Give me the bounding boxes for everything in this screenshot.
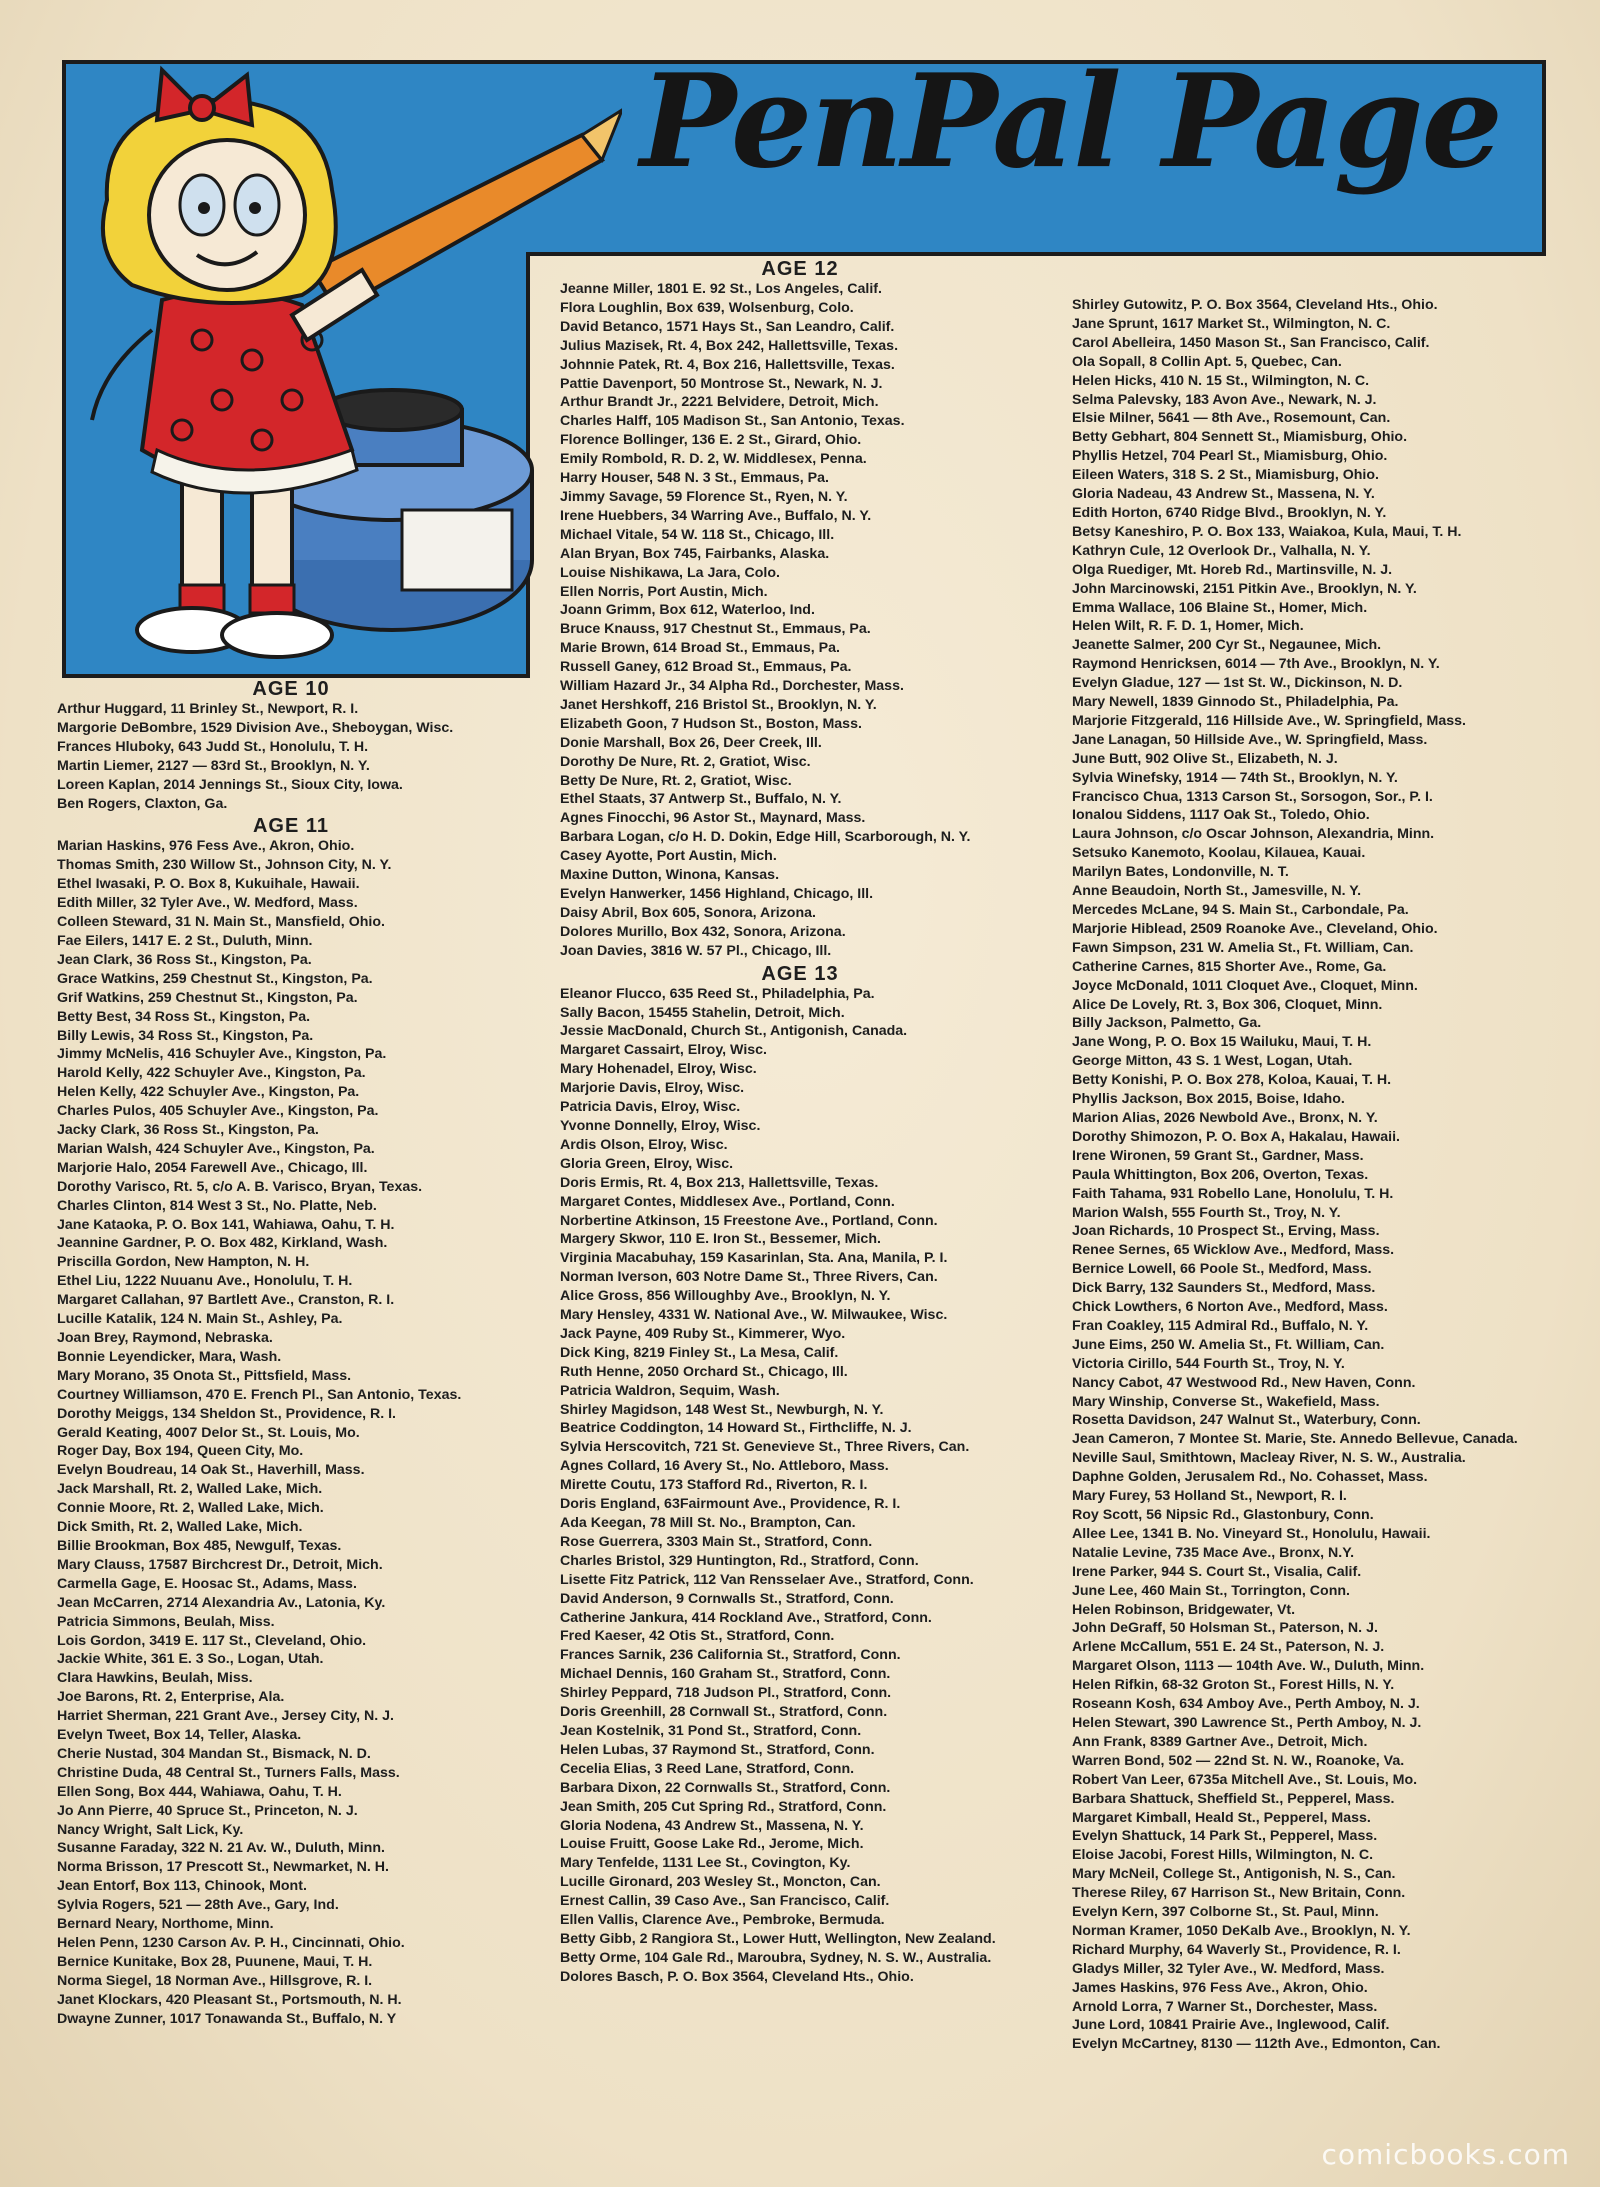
pen-pal-entry: Lucille Gironard, 203 Wesley St., Moncton, Can. [560,1874,881,1891]
pen-pal-entry: Jane Sprunt, 1617 Market St., Wilmington, N. C. [1072,315,1391,332]
pen-pal-entry: Mary Morano, 35 Onota St., Pittsfield, Mass. [57,1367,352,1384]
pen-pal-entry: Emily Rombold, R. D. 2, W. Middlesex, Penna. [560,451,867,468]
pen-pal-entry: Florence Bollinger, 136 E. 2 St., Girard, Ohio. [560,432,862,449]
pen-pal-entry: David Anderson, 9 Cornwalls St., Stratford, Conn. [560,1590,894,1607]
pen-pal-entry: Jackie White, 361 E. 3 So., Logan, Utah. [57,1651,324,1668]
pen-pal-entry: Nancy Wright, Salt Lick, Ky. [57,1821,244,1838]
age-12-heading: AGE 12 [761,258,839,280]
pen-pal-entry: Jeannine Gardner, P. O. Box 482, Kirkland, Wash. [57,1235,388,1252]
pen-pal-entry: Marjorie Hiblead, 2509 Roanoke Ave., Cleveland, Ohio. [1072,920,1438,937]
pen-pal-entry: Eleanor Flucco, 635 Reed St., Philadelphia, Pa. [560,985,875,1002]
pen-pal-entry: Ola Sopall, 8 Collin Apt. 5, Quebec, Can. [1072,353,1342,370]
pen-pal-entry: Louise Fruitt, Goose Lake Rd., Jerome, Mich. [560,1836,864,1853]
pen-pal-entry: Fae Eilers, 1417 E. 2 St., Duluth, Minn. [57,932,313,949]
pen-pal-entry: Russell Ganey, 612 Broad St., Emmaus, Pa. [560,659,852,676]
pen-pal-entry: Dolores Murillo, Box 432, Sonora, Arizona. [560,923,846,940]
pen-pal-entry: Cecelia Elias, 3 Reed Lane, Stratford, Conn. [560,1760,855,1777]
pen-pal-entry: Ruth Henne, 2050 Orchard St., Chicago, Ill. [560,1363,848,1380]
pen-pal-entry: Thomas Smith, 230 Willow St., Johnson City, N. Y. [57,857,392,874]
pen-pal-entry: Jane Wong, P. O. Box 15 Wailuku, Maui, T. H. [1072,1034,1372,1051]
pen-pal-entry: Dwayne Zunner, 1017 Tonawanda St., Buffalo, N. Y [57,2010,397,2027]
pen-pal-entry: Clara Hawkins, Beulah, Miss. [57,1670,253,1687]
pen-pal-entry: Alice De Lovely, Rt. 3, Box 306, Cloquet, Minn. [1072,996,1383,1013]
pen-pal-entry: Joann Grimm, Box 612, Waterloo, Ind. [560,602,815,619]
column-right [1072,296,1552,2054]
pen-pal-entry: Mary Newell, 1839 Ginnodo St., Philadelphia, Pa. [1072,694,1399,711]
pen-pal-entry: Evelyn McCartney, 8130 — 112th Ave., Edmonton, Can. [1072,2036,1441,2053]
pen-pal-entry: Helen Wilt, R. F. D. 1, Homer, Mich. [1072,618,1304,635]
pen-pal-entry: Jane Kataoka, P. O. Box 141, Wahiawa, Oahu, T. H. [57,1216,395,1233]
pen-pal-entry: Gloria Green, Elroy, Wisc. [560,1155,734,1172]
pen-pal-entry: Arnold Lorra, 7 Warner St., Dorchester, Mass. [1072,1998,1378,2015]
pen-pal-entry: Billy Lewis, 34 Ross St., Kingston, Pa. [57,1027,314,1044]
pen-pal-entry: Betsy Kaneshiro, P. O. Box 133, Waiakoa, Kula, Maui, T. H. [1072,523,1462,540]
pen-pal-entry: Flora Loughlin, Box 639, Wolsenburg, Colo. [560,299,854,316]
pen-pal-entry: Laura Johnson, c/o Oscar Johnson, Alexandria, Minn. [1072,826,1435,843]
pen-pal-entry: Helen Penn, 1230 Carson Av. P. H., Cincinnati, Ohio. [57,1935,405,1951]
pen-pal-entry: Faith Tahama, 931 Robello Lane, Honolulu, T. H. [1072,1185,1394,1202]
pen-pal-entry: Sylvia Rogers, 521 — 28th Ave., Gary, Ind. [57,1897,339,1914]
pen-pal-entry: Warren Bond, 502 — 22nd St. N. W., Roanoke, Va. [1072,1752,1405,1769]
pen-pal-entry: Courtney Williamson, 470 E. French Pl., San Antonio, Texas. [57,1386,462,1403]
pen-pal-entry: Barbara Logan, c/o H. D. Dokin, Edge Hill, Scarborough, N. Y. [560,829,971,846]
pen-pal-entry: Roseann Kosh, 634 Amboy Ave., Perth Amboy, N. J. [1072,1696,1420,1713]
pen-pal-entry: Michael Dennis, 160 Graham St., Stratford, Conn. [560,1666,891,1683]
pen-pal-entry: Barbara Shattuck, Sheffield St., Pepperel, Mass. [1072,1790,1395,1807]
pen-pal-entry: Daisy Abril, Box 605, Sonora, Arizona. [560,904,816,921]
pen-pal-entry: Jean Cameron, 7 Montee St. Marie, Ste. Annedo Bellevue, Canada. [1072,1431,1518,1448]
pen-pal-entry: Doris England, 63Fairmount Ave., Providence, R. I. [560,1496,901,1513]
pen-pal-entry: Joan Brey, Raymond, Nebraska. [57,1330,273,1346]
pen-pal-entry: Joan Davies, 3816 W. 57 Pl., Chicago, Ill. [560,942,832,959]
column-middle [560,256,1040,1987]
pen-pal-entry: Shirley Gutowitz, P. O. Box 3564, Cleveland Hts., Ohio. [1072,297,1438,313]
pen-pal-entry: Kathryn Cule, 12 Overlook Dr., Valhalla, N. Y. [1072,542,1371,559]
pen-pal-entry: Marion Walsh, 555 Fourth St., Troy, N. Y. [1072,1204,1341,1221]
pen-pal-entry: Bruce Knauss, 917 Chestnut St., Emmaus, Pa. [560,621,871,638]
pen-pal-entry: Ernest Callin, 39 Caso Ave., San Francisco, Calif. [560,1893,890,1910]
pen-pal-entry: Patricia Simmons, Beulah, Miss. [57,1613,275,1630]
pen-pal-entry: Dick Smith, Rt. 2, Walled Lake, Mich. [57,1519,303,1536]
pen-pal-entry: Francisco Chua, 1313 Carson St., Sorsogon, Sor., P. I. [1072,788,1433,805]
pen-pal-entry: Norma Brisson, 17 Prescott St., Newmarket, N. H. [57,1859,389,1876]
pen-pal-entry: Margaret Contes, Middlesex Ave., Portland, Conn. [560,1193,895,1210]
pen-pal-entry: Colleen Steward, 31 N. Main St., Mansfield, Ohio. [57,914,385,931]
pen-pal-entry: Evelyn Kern, 397 Colborne St., St. Paul, Minn. [1072,1904,1379,1921]
pen-pal-entry: Jane Lanagan, 50 Hillside Ave., W. Springfield, Mass. [1072,731,1428,748]
pen-pal-entry: Daphne Golden, Jerusalem Rd., No. Cohasset, Mass. [1072,1469,1428,1486]
pen-pal-entry: Ellen Vallis, Clarence Ave., Pembroke, Bermuda. [560,1912,885,1929]
pen-pal-entry: Patricia Waldron, Sequim, Wash. [560,1382,780,1399]
pen-pal-entry: Irene Wironen, 59 Grant St., Gardner, Mass. [1072,1147,1364,1164]
pen-pal-entry: Margery Skwor, 110 E. Iron St., Bessemer, Mich. [560,1231,881,1248]
pen-pal-entry: Nancy Cabot, 47 Westwood Rd., New Haven, Conn. [1072,1374,1416,1391]
pen-pal-entry: Gerald Keating, 4007 Delor St., St. Louis, Mo. [57,1424,360,1441]
pen-pal-entry: Ben Rogers, Claxton, Ga. [57,795,228,812]
pen-pal-entry: Betty Orme, 104 Gale Rd., Maroubra, Sydney, N. S. W., Australia. [560,1949,992,1966]
pen-pal-entry: Catherine Carnes, 815 Shorter Ave., Rome, Ga. [1072,958,1387,975]
pen-pal-entry: John DeGraff, 50 Holsman St., Paterson, N. J. [1072,1620,1378,1637]
pen-pal-entry: Janet Klockars, 420 Pleasant St., Portsmouth, N. H. [57,1991,402,2008]
pen-pal-entry: Alan Bryan, Box 745, Fairbanks, Alaska. [560,545,830,562]
pen-pal-entry: Eloise Jacobi, Forest Hills, Wilmington, N. C. [1072,1847,1374,1864]
pen-pal-entry: Marian Haskins, 976 Fess Ave., Akron, Ohio. [57,838,355,855]
pen-pal-entry: Marjorie Davis, Elroy, Wisc. [560,1080,745,1097]
pen-pal-entry: Ellen Norris, Port Austin, Mich. [560,583,768,600]
pen-pal-entry: Martin Liemer, 2127 — 83rd St., Brooklyn, N. Y. [57,757,370,774]
pen-pal-entry: Helen Kelly, 422 Schuyler Ave., Kingston, Pa. [57,1084,360,1101]
pen-pal-entry: Phyllis Jackson, Box 2015, Boise, Idaho. [1072,1091,1345,1108]
pen-pal-entry: Ethel Liu, 1222 Nuuanu Ave., Honolulu, T. H. [57,1273,353,1290]
pen-pal-entry: Mercedes McLane, 94 S. Main St., Carbondale, Pa. [1072,902,1409,918]
pen-pal-entry: Mary Hohenadel, Elroy, Wisc. [560,1061,757,1078]
pen-pal-entry: Chick Lowthers, 6 Norton Ave., Medford, Mass. [1072,1299,1388,1316]
pen-pal-entry: Evelyn Shattuck, 14 Park St., Pepperel, Mass. [1072,1828,1378,1845]
pen-pal-entry: Loreen Kaplan, 2014 Jennings St., Sioux City, Iowa. [57,776,403,793]
pen-pal-entry: June Lord, 10841 Prairie Ave., Inglewood, Calif. [1072,2017,1390,2034]
pen-pal-entry: Fran Coakley, 115 Admiral Rd., Buffalo, N. Y. [1072,1317,1369,1334]
pen-pal-entry: Natalie Levine, 735 Mace Ave., Bronx, N.Y. [1072,1544,1355,1561]
pen-pal-entry: Maxine Dutton, Winona, Kansas. [560,867,780,884]
pen-pal-entry: Marion Alias, 2026 Newbold Ave., Bronx, N. Y. [1072,1109,1378,1126]
age-13-heading: AGE 13 [761,962,839,985]
pen-pal-entry: Helen Hicks, 410 N. 15 St., Wilmington, N. C. [1072,372,1370,389]
pen-pal-entry: Jean Entorf, Box 113, Chinook, Mont. [57,1878,307,1895]
pen-pal-entry: Edith Horton, 6740 Ridge Blvd., Brooklyn, N. Y. [1072,504,1387,521]
pen-pal-entry: Margaret Cassairt, Elroy, Wisc. [560,1042,767,1059]
pen-pal-entry: Betty Konishi, P. O. Box 278, Koloa, Kauai, T. H. [1072,1072,1392,1089]
pen-pal-entry: Olga Ruediger, Mt. Horeb Rd., Martinsville, N. J. [1072,561,1393,578]
pen-pal-entry: Norma Siegel, 18 Norman Ave., Hillsgrove, R. I. [57,1972,373,1989]
pen-pal-entry: Dick King, 8219 Finley St., La Mesa, Calif. [560,1344,839,1361]
pen-pal-entry: Shirley Magidson, 148 West St., Newburgh, N. Y. [560,1401,884,1418]
pen-pal-entry: Rose Guerrera, 3303 Main St., Stratford, Conn. [560,1533,873,1550]
pen-pal-entry: Jacky Clark, 36 Ross St., Kingston, Pa. [57,1122,319,1139]
pen-pal-entry: Emma Wallace, 106 Blaine St., Homer, Mich. [1072,599,1368,616]
pen-pal-entry: Virginia Macabuhay, 159 Kasarinlan, Sta. Ana, Manila, P. I. [560,1250,948,1267]
pen-pal-entry: David Betanco, 1571 Hays St., San Leandro, Calif. [560,318,895,335]
pen-pal-entry: Janet Hershkoff, 216 Bristol St., Brooklyn, N. Y. [560,696,877,713]
pen-pal-entry: Setsuko Kanemoto, Koolau, Kilauea, Kauai. [1072,845,1366,862]
pen-pal-entry: Robert Van Leer, 6735a Mitchell Ave., St. Louis, Mo. [1072,1771,1418,1788]
pen-pal-entry: Alice Gross, 856 Willoughby Ave., Brooklyn, N. Y. [560,1288,891,1305]
pen-pal-entry: Dolores Basch, P. O. Box 3564, Cleveland Hts., Ohio. [560,1968,914,1985]
pen-pal-entry: Jean Kostelnik, 31 Pond St., Stratford, Conn. [560,1722,862,1739]
pen-pal-entry: Joe Barons, Rt. 2, Enterprise, Ala. [57,1689,285,1706]
pen-pal-entry: Priscilla Gordon, New Hampton, N. H. [57,1254,310,1271]
pen-pal-entry: Charles Bristol, 329 Huntington, Rd., Stratford, Conn. [560,1552,919,1569]
pen-pal-entry: Arlene McCallum, 551 E. 24 St., Paterson, N. J. [1072,1639,1385,1656]
pen-pal-entry: Dorothy Meiggs, 134 Sheldon St., Providence, R. I. [57,1405,396,1422]
pen-pal-entry: Jean McCarren, 2714 Alexandria Av., Latonia, Ky. [57,1594,386,1611]
pen-pal-entry: Norman Kramer, 1050 DeKalb Ave., Brooklyn, N. Y. [1072,1922,1411,1939]
pen-pal-entry: Anne Beaudoin, North St., Jamesville, N. Y. [1072,883,1362,900]
pen-pal-entry: Mary Furey, 53 Holland St., Newport, R. I. [1072,1488,1347,1505]
pen-pal-entry: Ann Frank, 8389 Gartner Ave., Detroit, Mich. [1072,1733,1368,1750]
pen-pal-entry: George Mitton, 43 S. 1 West, Logan, Utah. [1072,1053,1353,1070]
pen-pal-entry: Lucille Katalik, 124 N. Main St., Ashley, Pa. [57,1311,343,1328]
pen-pal-entry: Patricia Davis, Elroy, Wisc. [560,1099,741,1116]
pen-pal-entry: Arthur Huggard, 11 Brinley St., Newport, R. I. [57,701,359,717]
pen-pal-entry: June Butt, 902 Olive St., Elizabeth, N. J. [1072,750,1338,767]
pen-pal-entry: Bernice Kunitake, Box 28, Puunene, Maui, T. H. [57,1953,373,1970]
pen-pal-entry: Marie Brown, 614 Broad St., Emmaus, Pa. [560,640,840,657]
pen-pal-entry: Helen Rifkin, 68-32 Groton St., Forest Hills, N. Y. [1072,1677,1395,1694]
pen-pal-entry: Agnes Finocchi, 96 Astor St., Maynard, Mass. [560,810,866,827]
pen-pal-entry: Evelyn Tweet, Box 14, Teller, Alaska. [57,1727,302,1744]
pen-pal-entry: Margaret Callahan, 97 Bartlett Ave., Cranston, R. I. [57,1292,395,1309]
pen-pal-entry: Helen Robinson, Bridgewater, Vt. [1072,1601,1296,1618]
pen-pal-entry: Arthur Brandt Jr., 2221 Belvidere, Detroit, Mich. [560,394,879,411]
pen-pal-entry: Doris Greenhill, 28 Cornwall St., Stratford, Conn. [560,1704,888,1721]
age-12-list [560,280,1040,961]
pen-pal-entry: Frances Sarnik, 236 California St., Stratford, Conn. [560,1647,901,1664]
pen-pal-entry: Marian Walsh, 424 Schuyler Ave., Kingston, Pa. [57,1140,375,1157]
pen-pal-entry: Beatrice Coddington, 14 Howard St., Firthcliffe, N. J. [560,1420,912,1437]
pen-pal-entry: Irene Huebbers, 34 Warring Ave., Buffalo, N. Y. [560,507,872,524]
pen-pal-entry: June Lee, 460 Main St., Torrington, Conn. [1072,1582,1350,1599]
pen-pal-entry: Ardis Olson, Elroy, Wisc. [560,1136,728,1153]
pen-pal-entry: Doris Ermis, Rt. 4, Box 213, Hallettsville, Texas. [560,1174,879,1191]
pen-pal-entry: Johnnie Patek, Rt. 4, Box 216, Hallettsville, Texas. [560,356,895,373]
pen-pal-entry: Betty De Nure, Rt. 2, Gratiot, Wisc. [560,772,792,789]
pen-pal-entry: Connie Moore, Rt. 2, Walled Lake, Mich. [57,1500,324,1517]
pen-pal-entry: Jeanne Miller, 1801 E. 92 St., Los Angeles, Calif. [560,281,882,297]
pen-pal-entry: Sally Bacon, 15455 Stahelin, Detroit, Mich. [560,1004,845,1021]
age-10-heading: AGE 10 [252,678,330,700]
pen-pal-entry: Joyce McDonald, 1011 Cloquet Ave., Cloquet, Minn. [1072,977,1418,994]
pen-pal-entry: Christine Duda, 48 Central St., Turners Falls, Mass. [57,1764,400,1781]
pen-pal-entry: Eileen Waters, 318 S. 2 St., Miamisburg, Ohio. [1072,467,1379,484]
pen-pal-entry: Betty Gebhart, 804 Sennett St., Miamisburg, Ohio. [1072,429,1408,446]
pen-pal-entry: Sylvia Winefsky, 1914 — 74th St., Brooklyn, N. Y. [1072,769,1398,786]
pen-pal-entry: Jack Payne, 409 Ruby St., Kimmerer, Wyo. [560,1325,846,1342]
pen-pal-entry: June Eims, 250 W. Amelia St., Ft. William, Can. [1072,1336,1385,1353]
pen-pal-entry: Helen Lubas, 37 Raymond St., Stratford, Conn. [560,1741,875,1758]
pen-pal-entry: Gloria Nodena, 43 Andrew St., Massena, N. Y. [560,1817,864,1834]
pen-pal-entry: Billie Brookman, Box 485, Newgulf, Texas. [57,1537,342,1554]
pen-pal-entry: Billy Jackson, Palmetto, Ga. [1072,1015,1262,1032]
pen-pal-entry: Jean Smith, 205 Cut Spring Rd., Stratford, Conn. [560,1798,887,1815]
pen-pal-entry: Jo Ann Pierre, 40 Spruce St., Princeton, N. J. [57,1802,358,1819]
pen-pal-entry: Dorothy Varisco, Rt. 5, c/o A. B. Varisco, Bryan, Texas. [57,1178,423,1195]
pen-pal-entry: Dorothy De Nure, Rt. 2, Gratiot, Wisc. [560,753,811,770]
pen-pal-entry: Carmella Gage, E. Hoosac St., Adams, Mass. [57,1575,357,1592]
pen-pal-entry: Evelyn Gladue, 127 — 1st St. W., Dickinson, N. D. [1072,675,1403,692]
pen-pal-entry: Selma Palevsky, 183 Avon Ave., Newark, N. J. [1072,391,1377,408]
pen-pal-entry: Donie Marshall, Box 26, Deer Creek, Ill. [560,734,822,751]
pen-pal-entry: Jean Clark, 36 Ross St., Kingston, Pa. [57,951,312,968]
pen-pal-entry: Dorothy Shimozon, P. O. Box A, Hakalau, Hawaii. [1072,1128,1400,1145]
pen-pal-entry: Roy Scott, 56 Nipsic Rd., Glastonbury, Conn. [1072,1507,1374,1523]
pen-pal-entry: Gladys Miller, 32 Tyler Ave., W. Medford, Mass. [1072,1960,1385,1977]
pen-pal-entry: Elizabeth Goon, 7 Hudson St., Boston, Mass. [560,715,862,732]
pen-pal-entry: Jessie MacDonald, Church St., Antigonish, Canada. [560,1023,908,1040]
pen-pal-entry: Mary Hensley, 4331 W. National Ave., W. Milwaukee, Wisc. [560,1307,948,1324]
pen-pal-entry: Therese Riley, 67 Harrison St., New Britain, Conn. [1072,1885,1406,1902]
pen-pal-entry: Pattie Davenport, 50 Montrose St., Newark, N. J. [560,375,883,392]
age-11-heading: AGE 11 [252,815,330,838]
pen-pal-entry: Paula Whittington, Box 206, Overton, Texas. [1072,1166,1369,1183]
pen-pal-entry: Mary McNeil, College St., Antigonish, N. S., Can. [1072,1866,1396,1883]
pen-pal-entry: Margaret Olson, 1113 — 104th Ave. W., Duluth, Minn. [1072,1658,1425,1675]
pen-pal-entry: Victoria Cirillo, 544 Fourth St., Troy, N. Y. [1072,1355,1345,1372]
pen-pal-entry: Margaret Kimball, Heald St., Pepperel, Mass. [1072,1809,1371,1826]
pen-pal-entry: Margorie DeBombre, 1529 Division Ave., Sheboygan, Wisc. [57,719,454,736]
age-13-list [560,985,1040,1987]
pen-pal-entry: Mirette Coutu, 173 Stafford Rd., Riverton, R. I. [560,1477,868,1494]
pen-pal-entry: Bernice Lowell, 66 Poole St., Medford, Mass. [1072,1261,1372,1278]
pen-pal-entry: Marjorie Halo, 2054 Farewell Ave., Chicago, Ill. [57,1159,368,1176]
pen-pal-entry: Agnes Collard, 16 Avery St., No. Attleboro, Mass. [560,1458,889,1475]
pen-pal-entry: Fred Kaeser, 42 Otis St., Stratford, Conn. [560,1628,835,1645]
pen-pal-entry: Jimmy Savage, 59 Florence St., Ryen, N. Y. [560,488,848,505]
pen-pal-entry: John Marcinowski, 2151 Pitkin Ave., Brooklyn, N. Y. [1072,580,1417,597]
pen-pal-entry: Carol Abelleira, 1450 Mason St., San Francisco, Calif. [1072,334,1430,351]
pen-pal-entry: Charles Pulos, 405 Schuyler Ave., Kingston, Pa. [57,1103,379,1120]
pen-pal-entry: Lisette Fitz Patrick, 112 Van Rensselaer Ave., Stratford, Conn. [560,1571,974,1588]
pen-pal-entry: Jack Marshall, Rt. 2, Walled Lake, Mich. [57,1481,323,1498]
pen-pal-entry: Joan Richards, 10 Prospect St., Erving, Mass. [1072,1223,1380,1240]
pen-pal-entry: Irene Parker, 944 S. Court St., Visalia, Calif. [1072,1563,1362,1580]
pen-pal-entry: Marilyn Bates, Londonville, N. T. [1072,864,1289,881]
pen-pal-entry: Bernard Neary, Northome, Minn. [57,1916,274,1933]
pen-pal-entry: Marjorie Fitzgerald, 116 Hillside Ave., W. Springfield, Mass. [1072,712,1466,729]
pen-pal-entry: Michael Vitale, 54 W. 118 St., Chicago, Ill. [560,526,835,543]
pen-pal-entry: Helen Stewart, 390 Lawrence St., Perth Amboy, N. J. [1072,1714,1422,1731]
pen-pal-entry: Mary Tenfelde, 1131 Lee St., Covington, Ky. [560,1855,851,1872]
pen-pal-entry: Ada Keegan, 78 Mill St. No., Brampton, Can. [560,1515,856,1531]
girl-with-pen-illustration [62,40,622,680]
age-10-list [57,700,525,813]
pen-pal-entry: Mary Clauss, 17587 Birchcrest Dr., Detroit, Mich. [57,1556,383,1573]
pen-pal-entry: Harry Houser, 548 N. 3 St., Emmaus, Pa. [560,470,829,487]
pen-pal-entry: Rosetta Davidson, 247 Walnut St., Waterbury, Conn. [1072,1412,1421,1429]
column-left [57,676,525,2029]
pen-pal-entry: Cherie Nustad, 304 Mandan St., Bismack, N. D. [57,1745,371,1762]
pen-pal-entry: Yvonne Donnelly, Elroy, Wisc. [560,1117,761,1134]
pen-pal-entry: Evelyn Boudreau, 14 Oak St., Haverhill, Mass. [57,1462,365,1479]
pen-pal-entry: Edith Miller, 32 Tyler Ave., W. Medford, Mass. [57,895,358,912]
pen-pal-entry: Casey Ayotte, Port Austin, Mich. [560,848,777,865]
pen-pal-entry: Phyllis Hetzel, 704 Pearl St., Miamisburg, Ohio. [1072,448,1388,465]
pen-pal-entry: Dick Barry, 132 Saunders St., Medford, Mass. [1072,1280,1376,1297]
page-title: PenPal Page [640,47,1501,197]
pen-pal-entry: James Haskins, 976 Fess Ave., Akron, Ohio. [1072,1979,1368,1996]
pen-pal-entry: Ionalou Siddens, 1117 Oak St., Toledo, Ohio. [1072,807,1370,824]
pen-pal-entry: Mary Winship, Converse St., Wakefield, Mass. [1072,1393,1380,1410]
pen-pal-entry: Evelyn Hanwerker, 1456 Highland, Chicago, Ill. [560,886,874,902]
pen-pal-entry: Richard Murphy, 64 Waverly St., Providence, R. I. [1072,1941,1401,1958]
pen-pal-entry: Lois Gordon, 3419 E. 117 St., Cleveland, Ohio. [57,1632,367,1649]
age-13-continued-list [1072,296,1552,2054]
pen-pal-entry: Elsie Milner, 5641 — 8th Ave., Rosemount, Can. [1072,410,1391,427]
pen-pal-entry: Ethel Staats, 37 Antwerp St., Buffalo, N. Y. [560,791,842,808]
pen-pal-entry: Jimmy McNelis, 416 Schuyler Ave., Kingston, Pa. [57,1046,387,1063]
pen-pal-entry: William Hazard Jr., 34 Alpha Rd., Dorchester, Mass. [560,678,904,695]
pen-pal-entry: Susanne Faraday, 322 N. 21 Av. W., Duluth, Minn. [57,1840,385,1857]
pen-pal-entry: Fawn Simpson, 231 W. Amelia St., Ft. William, Can. [1072,939,1414,956]
pen-pal-entry: Neville Saul, Smithtown, Macleay River, N. S. W., Australia. [1072,1450,1466,1467]
pen-pal-entry: Allee Lee, 1341 B. No. Vineyard St., Honolulu, Hawaii. [1072,1525,1431,1542]
site-watermark: comicbooks.com [1321,2138,1570,2171]
pen-pal-entry: Betty Gibb, 2 Rangiora St., Lower Hutt, Wellington, New Zealand. [560,1930,996,1947]
pen-pal-entry: Jeanette Salmer, 200 Cyr St., Negaunee, Mich. [1072,637,1382,654]
pen-pal-entry: Catherine Jankura, 414 Rockland Ave., Stratford, Conn. [560,1609,932,1626]
pen-pal-entry: Shirley Peppard, 718 Judson Pl., Stratford, Conn. [560,1685,892,1702]
pen-pal-entry: Julius Mazisek, Rt. 4, Box 242, Hallettsville, Texas. [560,337,899,354]
pen-pal-entry: Ethel Iwasaki, P. O. Box 8, Kukuihale, Hawaii. [57,876,360,893]
pen-pal-entry: Barbara Dixon, 22 Cornwalls St., Stratford, Conn. [560,1779,891,1796]
pen-pal-entry: Gloria Nadeau, 43 Andrew St., Massena, N. Y. [1072,486,1375,503]
pen-pal-entry: Sylvia Herscovitch, 721 St. Genevieve St., Three Rivers, Can. [560,1439,970,1456]
pen-pal-entry: Harriet Sherman, 221 Grant Ave., Jersey City, N. J. [57,1708,394,1725]
pen-pal-entry: Frances Hluboky, 643 Judd St., Honolulu, T. H. [57,738,369,755]
pen-pal-entry: Grif Watkins, 259 Chestnut St., Kingston, Pa. [57,989,358,1006]
pen-pal-entry: Charles Clinton, 814 West 3 St., No. Platte, Neb. [57,1197,377,1214]
pen-pal-entry: Norbertine Atkinson, 15 Freestone Ave., Portland, Conn. [560,1212,938,1229]
pen-pal-entry: Bonnie Leyendicker, Mara, Wash. [57,1348,282,1365]
pen-pal-entry: Grace Watkins, 259 Chestnut St., Kingston, Pa. [57,970,373,987]
pen-pal-entry: Charles Halff, 105 Madison St., San Antonio, Texas. [560,413,905,430]
pen-pal-entry: Harold Kelly, 422 Schuyler Ave., Kingston, Pa. [57,1065,366,1082]
pen-pal-entry: Renee Sernes, 65 Wicklow Ave., Medford, Mass. [1072,1242,1395,1259]
pen-pal-entry: Norman Iverson, 603 Notre Dame St., Three Rivers, Can. [560,1269,938,1286]
pen-pal-entry: Betty Best, 34 Ross St., Kingston, Pa. [57,1008,311,1025]
pen-pal-entry: Ellen Song, Box 444, Wahiawa, Oahu, T. H. [57,1783,342,1800]
pen-pal-entry: Louise Nishikawa, La Jara, Colo. [560,564,780,581]
pen-pal-entry: Roger Day, Box 194, Queen City, Mo. [57,1443,304,1460]
age-11-list [57,837,525,2028]
pen-pal-entry: Raymond Henricksen, 6014 — 7th Ave., Brooklyn, N. Y. [1072,656,1440,673]
